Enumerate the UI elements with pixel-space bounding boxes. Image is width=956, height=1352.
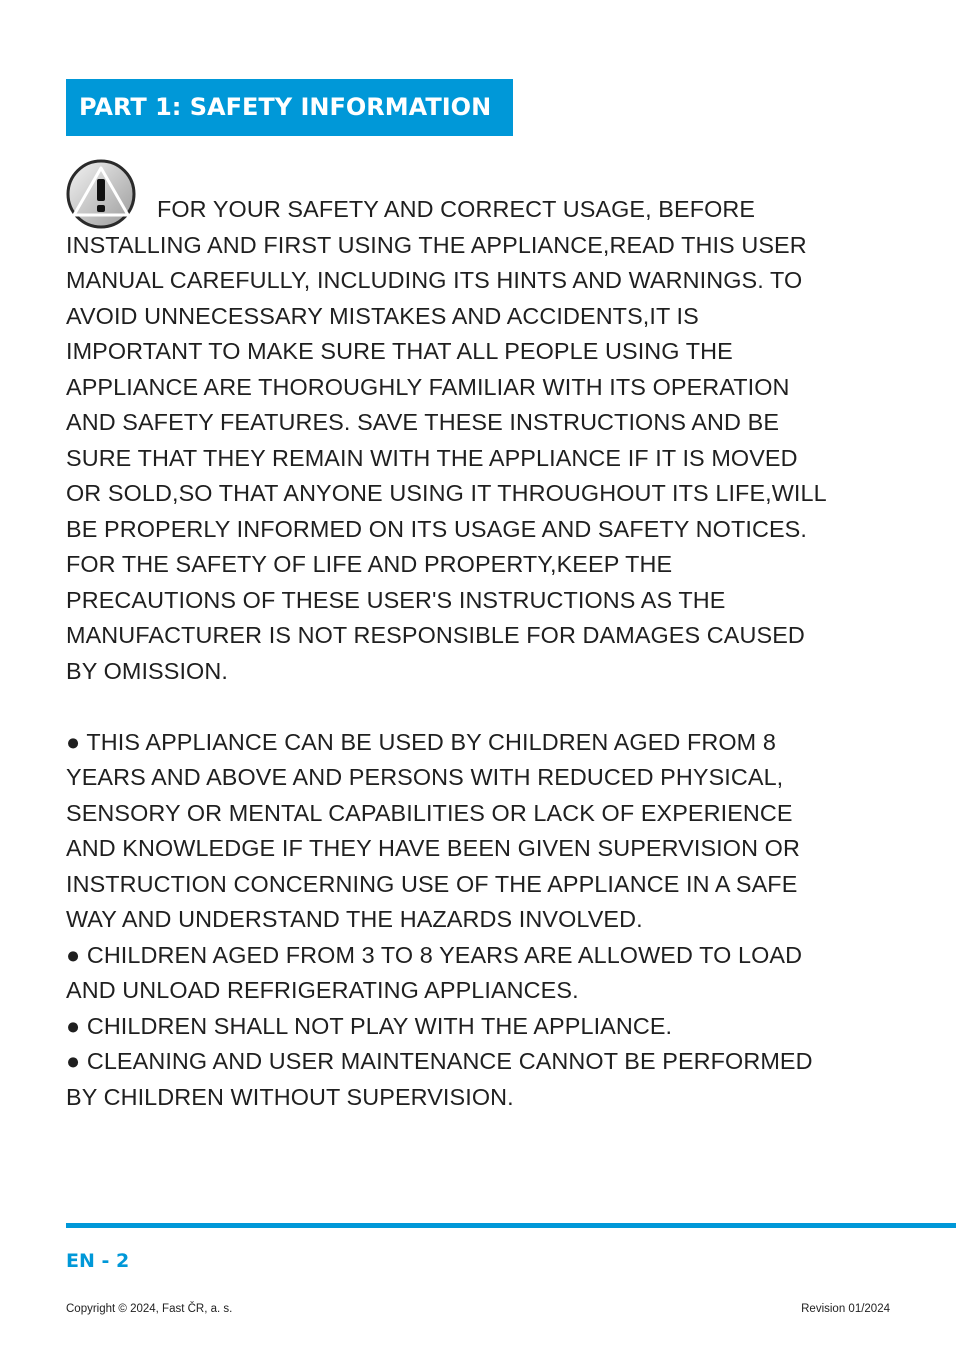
intro-line: AVOID UNNECESSARY MISTAKES AND ACCIDENTS,IT IS — [66, 302, 699, 329]
bullet-line: SENSORY OR MENTAL CAPABILITIES OR LACK OF EXPERIENCE — [66, 799, 793, 826]
footer-divider — [66, 1223, 956, 1228]
page-number: EN - 2 — [66, 1250, 130, 1272]
intro-line: BE PROPERLY INFORMED ON ITS USAGE AND SAFETY NOTICES. — [66, 515, 807, 542]
copyright-text: Copyright © 2024, Fast ČR, a. s. — [66, 1303, 233, 1315]
intro-line: FOR THE SAFETY OF LIFE AND PROPERTY,KEEP THE — [66, 551, 673, 577]
intro-line: MANUAL CAREFULLY, INCLUDING ITS HINTS AND WARNINGS. TO — [66, 267, 803, 293]
paragraph-gap — [66, 689, 926, 725]
intro-line: FOR YOUR SAFETY AND CORRECT USAGE, BEFORE — [157, 196, 756, 222]
intro-line: AND SAFETY FEATURES. SAVE THESE INSTRUCTIONS AND BE — [66, 409, 780, 435]
section-title: PART 1: SAFETY INFORMATION — [79, 93, 492, 121]
bullet-line: INSTRUCTION CONCERNING USE OF THE APPLIANCE IN A SAFE — [66, 870, 798, 897]
intro-line: SURE THAT THEY REMAIN WITH THE APPLIANCE IF IT IS MOVED — [66, 444, 798, 471]
intro-line: BY OMISSION. — [66, 657, 228, 684]
bullet-line: ● CHILDREN SHALL NOT PLAY WITH THE APPLIANCE. — [66, 1012, 673, 1039]
bullet-line: AND UNLOAD REFRIGERATING APPLIANCES. — [66, 977, 579, 1003]
bullet-line: BY CHILDREN WITHOUT SUPERVISION. — [66, 1083, 514, 1110]
bullet-line: ● CHILDREN AGED FROM 3 TO 8 YEARS ARE ALLOWED TO LOAD — [66, 941, 803, 968]
intro-line: PRECAUTIONS OF THESE USER'S INSTRUCTIONS AS THE — [66, 586, 726, 613]
intro-line: INSTALLING AND FIRST USING THE APPLIANCE,READ THIS USER — [66, 231, 807, 258]
intro-line: APPLIANCE ARE THOROUGHLY FAMILIAR WITH ITS OPERATION — [66, 373, 790, 400]
bullet-line: ● CLEANING AND USER MAINTENANCE CANNOT BE PERFORMED — [66, 1048, 813, 1074]
revision-text: Revision 01/2024 — [801, 1303, 890, 1315]
bullet-line: YEARS AND ABOVE AND PERSONS WITH REDUCED PHYSICAL, — [66, 764, 784, 790]
safety-text-block — [66, 192, 926, 1115]
bullet-line: WAY AND UNDERSTAND THE HAZARDS INVOLVED. — [66, 906, 643, 932]
bullet-line: ● THIS APPLIANCE CAN BE USED BY CHILDREN AGED FROM 8 — [66, 728, 776, 755]
section-header-bar — [66, 79, 513, 136]
intro-line: OR SOLD,SO THAT ANYONE USING IT THROUGHOUT ITS LIFE,WILL — [66, 480, 827, 506]
bullet-line: AND KNOWLEDGE IF THEY HAVE BEEN GIVEN SUPERVISION OR — [66, 835, 800, 861]
intro-line: IMPORTANT TO MAKE SURE THAT ALL PEOPLE USING THE — [66, 338, 733, 364]
intro-line: MANUFACTURER IS NOT RESPONSIBLE FOR DAMAGES CAUSED — [66, 622, 805, 648]
